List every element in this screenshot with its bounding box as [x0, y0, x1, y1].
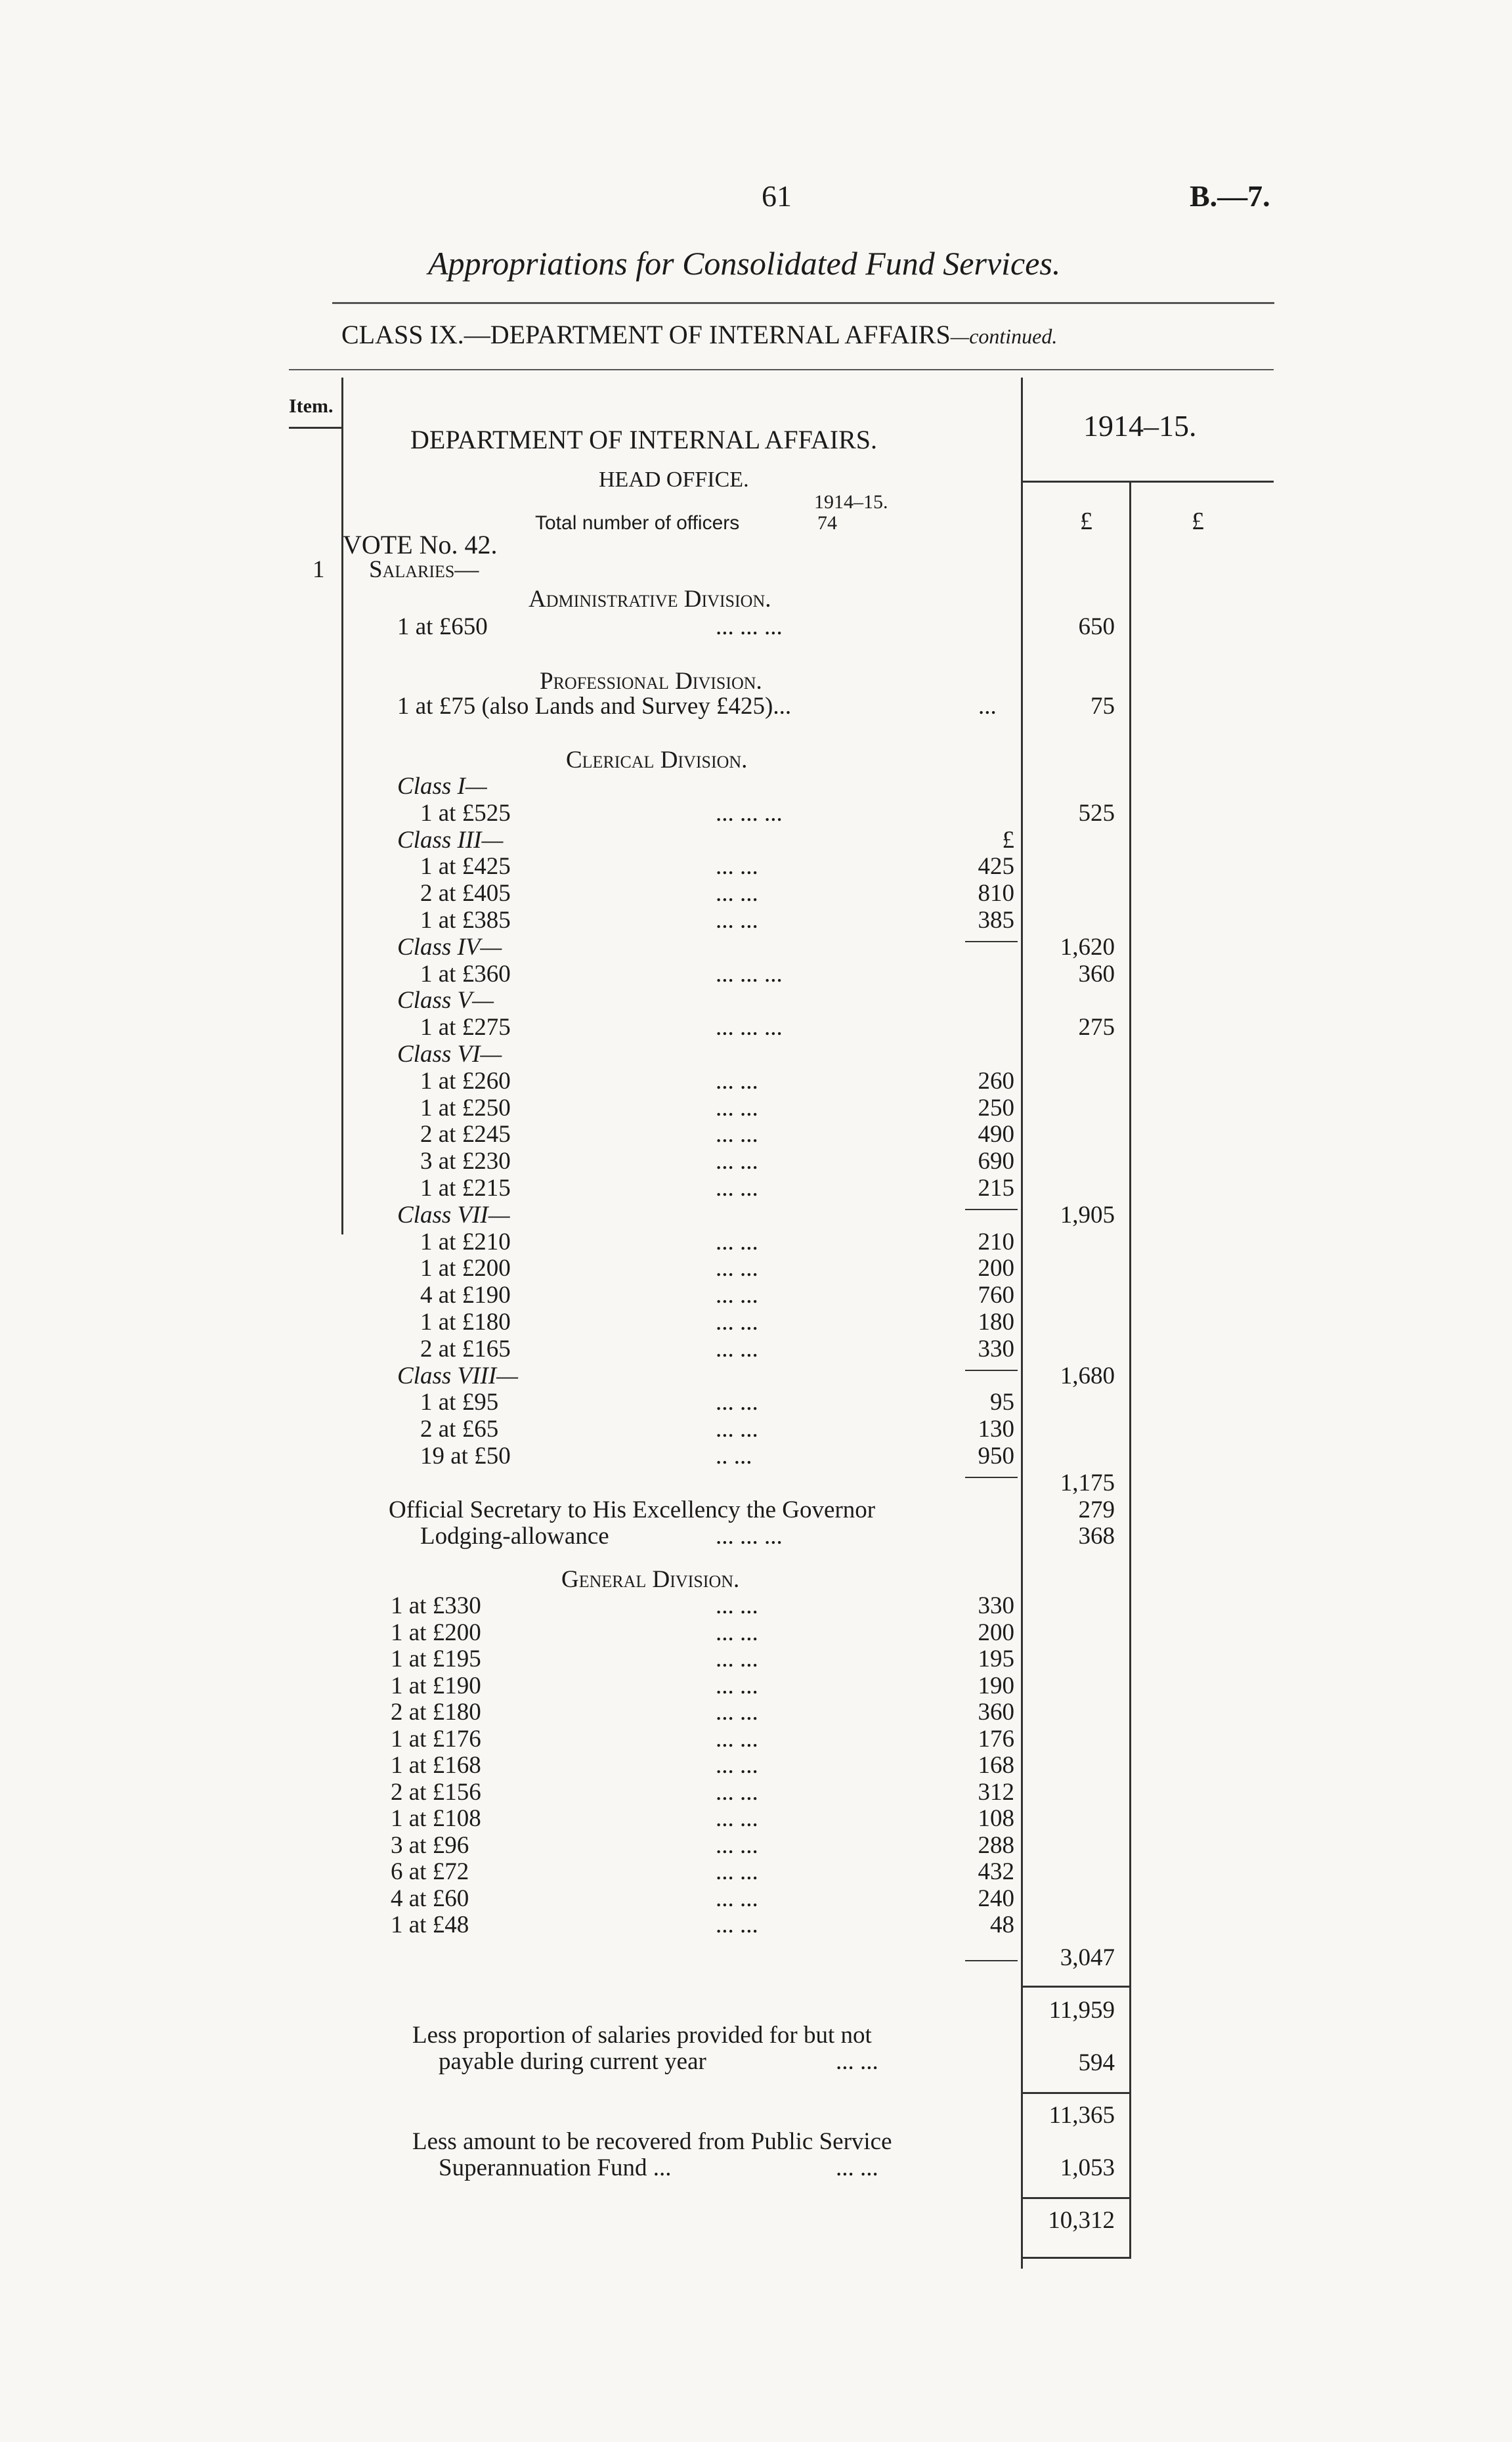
subtotal-amount: 810 — [978, 880, 1014, 907]
rate-line: 3 at £96 — [391, 1831, 469, 1859]
rate-line: 1 at £195 — [391, 1646, 481, 1672]
amount-column-right-border — [1129, 483, 1131, 2259]
rate-line: 1 at £385 — [420, 907, 511, 934]
leader-dots: ... ... ... — [716, 960, 783, 988]
class-heading: Class V— — [397, 987, 494, 1014]
rate-line: 1 at £168 — [391, 1752, 481, 1779]
vote-final-total: 10,312 — [1048, 2207, 1115, 2234]
less-superannuation-line-2: Superannuation Fund ... — [439, 2154, 672, 2181]
less-superannuation-line-1: Less amount to be recovered from Public Service — [412, 2128, 892, 2155]
leader-dots: .. ... — [716, 1443, 752, 1470]
rate-line: 1 at £525 — [420, 799, 511, 827]
rate-line: 19 at £50 — [420, 1443, 511, 1470]
rate-line: 1 at £330 — [391, 1592, 481, 1619]
clerical-division-heading: Clerical Division. — [566, 747, 748, 774]
item-column-divider — [341, 378, 343, 1234]
rate-line: 1 at £260 — [420, 1067, 511, 1095]
subtotal-amount: 190 — [978, 1672, 1014, 1699]
subtotal-amount: £ — [1002, 826, 1014, 854]
leader-dots: ... ... — [716, 1121, 758, 1148]
administrative-dots: ... ... ... — [716, 613, 783, 640]
rate-line: Official Secretary to His Excellency the Governor — [389, 1496, 876, 1523]
class-title — [341, 319, 1057, 350]
leader-dots: ... ... — [716, 1228, 758, 1255]
class-title-text: CLASS IX.—DEPARTMENT OF INTERNAL AFFAIRS — [341, 320, 951, 349]
leader-dots: ... ... ... — [716, 1014, 783, 1041]
item-number: 1 — [313, 556, 325, 583]
class-heading: Class VII— — [397, 1201, 510, 1229]
leader-dots: ... ... — [716, 1282, 758, 1309]
class-heading: Class IV— — [397, 933, 502, 961]
item-header-rule — [289, 427, 341, 429]
subtotal-amount: 288 — [978, 1831, 1014, 1859]
subtotal-amount: 108 — [978, 1805, 1014, 1832]
subtotal-amount: 690 — [978, 1148, 1014, 1175]
rate-line: 3 at £230 — [420, 1148, 511, 1175]
rate-line: 1 at £108 — [391, 1805, 481, 1832]
class-title-suffix: —continued. — [950, 324, 1058, 348]
salaries-label: Salaries— — [369, 556, 479, 583]
less-superannuation-amount: 1,053 — [1060, 2154, 1115, 2181]
rate-line: 2 at £156 — [391, 1778, 481, 1806]
less-proportion-amount: 594 — [1078, 2049, 1115, 2076]
sum-rule — [965, 941, 1018, 942]
professional-amount: 75 — [1091, 693, 1115, 720]
subtotal-amount: 760 — [978, 1282, 1014, 1309]
subtotal-amount: 240 — [978, 1885, 1014, 1912]
item-column-label: Item. — [289, 395, 334, 417]
class-rule — [289, 369, 1274, 370]
rate-line: 1 at £190 — [391, 1672, 481, 1699]
general-total-rule — [965, 1960, 1018, 1961]
administrative-division-heading: Administrative Division. — [529, 586, 771, 613]
leader-dots: ... ... — [716, 1778, 758, 1806]
rate-line: 1 at £180 — [420, 1309, 511, 1336]
leader-dots: ... ... — [716, 1148, 758, 1175]
subtotal-amount: 200 — [978, 1619, 1014, 1646]
subtotal-amount: 95 — [990, 1389, 1014, 1416]
rate-line: 1 at £360 — [420, 960, 511, 988]
officers-count: 74 — [817, 512, 837, 534]
general-division-total: 3,047 — [1060, 1944, 1115, 1971]
class-total-amount: 1,175 — [1060, 1469, 1115, 1496]
class-total-amount: 275 — [1078, 1014, 1115, 1041]
leader-dots: ... ... — [716, 1067, 758, 1095]
salaries-subtotal-2: 11,365 — [1048, 2102, 1115, 2129]
leader-dots: ... ... — [716, 1255, 758, 1282]
class-total-amount: 1,620 — [1060, 933, 1115, 961]
professional-division-heading: Professional Division. — [540, 668, 762, 695]
leader-dots: ... ... — [716, 1911, 758, 1938]
subtotal-amount: 425 — [978, 853, 1014, 881]
class-total-amount: 368 — [1078, 1523, 1115, 1550]
less-proportion-line-2: payable during current year — [439, 2048, 706, 2075]
class-heading: Class VIII— — [397, 1362, 518, 1389]
rate-line: 1 at £210 — [420, 1228, 511, 1255]
year-header: 1914–15. — [1083, 409, 1197, 443]
rate-line: 2 at £180 — [391, 1699, 481, 1726]
less-proportion-dots: ... ... — [836, 2048, 878, 2075]
pound-column-2-header: £ — [1192, 508, 1204, 535]
head-office-heading: HEAD OFFICE. — [599, 468, 749, 492]
summary-rule-2 — [1021, 2092, 1129, 2094]
leader-dots: ... ... — [716, 1592, 758, 1619]
subtotal-amount: 330 — [978, 1592, 1014, 1619]
rate-line: 4 at £60 — [391, 1885, 469, 1912]
class-total-amount: 1,905 — [1060, 1201, 1115, 1229]
class-total-amount: 279 — [1078, 1496, 1115, 1523]
subtotal-amount: 168 — [978, 1752, 1014, 1779]
subtotal-amount: 176 — [978, 1725, 1014, 1753]
rate-line: Lodging-allowance — [420, 1523, 609, 1550]
leader-dots: ... ... — [716, 1389, 758, 1416]
salaries-subtotal: 11,959 — [1048, 1997, 1115, 2024]
subtotal-amount: 950 — [978, 1443, 1014, 1470]
administrative-amount: 650 — [1078, 613, 1115, 640]
subtotal-amount: 195 — [978, 1646, 1014, 1672]
leader-dots: ... ... — [716, 1416, 758, 1443]
leader-dots: ... ... — [716, 1094, 758, 1122]
leader-dots: ... ... — [716, 1699, 758, 1726]
leader-dots: ... ... — [716, 1646, 758, 1672]
sum-rule — [965, 1370, 1018, 1371]
leader-dots: ... ... — [716, 1175, 758, 1202]
page-number: 61 — [762, 179, 792, 213]
subtotal-amount: 200 — [978, 1255, 1014, 1282]
less-superannuation-dots: ... ... — [836, 2154, 878, 2181]
subtotal-amount: 490 — [978, 1121, 1014, 1148]
rate-line: 1 at £200 — [420, 1255, 511, 1282]
class-total-amount: 360 — [1078, 960, 1115, 988]
class-total-amount: 1,680 — [1060, 1362, 1115, 1389]
officers-label: Total number of officers — [535, 512, 740, 534]
class-heading: Class VI— — [397, 1041, 502, 1068]
subtotal-amount: 250 — [978, 1094, 1014, 1122]
leader-dots: ... ... — [716, 1752, 758, 1779]
leader-dots: ... ... — [716, 1672, 758, 1699]
administrative-line: 1 at £650 — [397, 613, 488, 640]
leader-dots: ... ... — [716, 1335, 758, 1363]
header-rule — [332, 302, 1274, 304]
rate-line: 1 at £48 — [391, 1911, 469, 1938]
rate-line: 2 at £405 — [420, 880, 511, 907]
pound-column-1-header: £ — [1080, 508, 1092, 535]
subtotal-amount: 360 — [978, 1699, 1014, 1726]
page-heading: Appropriations for Consolidated Fund Services. — [428, 245, 1061, 282]
professional-dots: ... — [978, 693, 997, 720]
leader-dots: ... ... — [716, 853, 758, 881]
professional-line: 1 at £75 (also Lands and Survey £425)... — [397, 693, 792, 720]
leader-dots: ... ... — [716, 1309, 758, 1336]
general-division-heading: General Division. — [561, 1566, 740, 1593]
leader-dots: ... ... ... — [716, 1523, 783, 1550]
final-total-rule — [1021, 2257, 1129, 2259]
rate-line: 2 at £165 — [420, 1335, 511, 1363]
rate-line: 6 at £72 — [391, 1858, 469, 1885]
amount-column-left-border — [1021, 378, 1023, 2269]
subtotal-amount: 210 — [978, 1228, 1014, 1255]
year-header-rule — [1021, 481, 1274, 483]
leader-dots: ... ... — [716, 1831, 758, 1859]
subtotal-amount: 330 — [978, 1335, 1014, 1363]
subtotal-amount: 48 — [990, 1911, 1014, 1938]
sum-rule — [965, 1209, 1018, 1210]
subtotal-amount: 312 — [978, 1778, 1014, 1806]
leader-dots: ... ... — [716, 1885, 758, 1912]
leader-dots: ... ... — [716, 880, 758, 907]
subtotal-amount: 180 — [978, 1309, 1014, 1336]
summary-rule-1 — [1021, 1986, 1129, 1988]
subtotal-amount: 260 — [978, 1067, 1014, 1095]
subtotal-amount: 215 — [978, 1175, 1014, 1202]
class-total-amount: 525 — [1078, 799, 1115, 827]
rate-line: 1 at £200 — [391, 1619, 481, 1646]
rate-line: 1 at £250 — [420, 1094, 511, 1122]
class-heading: Class I— — [397, 773, 487, 800]
less-proportion-line-1: Less proportion of salaries provided for but not — [412, 2022, 872, 2049]
rate-line: 1 at £176 — [391, 1725, 481, 1753]
leader-dots: ... ... ... — [716, 799, 783, 827]
leader-dots: ... ... — [716, 1858, 758, 1885]
leader-dots: ... ... — [716, 907, 758, 934]
rate-line: 1 at £95 — [420, 1389, 499, 1416]
vote-number: VOTE No. 42. — [343, 530, 498, 559]
rate-line: 1 at £425 — [420, 853, 511, 881]
subtotal-amount: 130 — [978, 1416, 1014, 1443]
sum-rule — [965, 1477, 1018, 1478]
document-reference: B.—7. — [1190, 179, 1270, 213]
summary-rule-3 — [1021, 2197, 1129, 2199]
rate-line: 2 at £65 — [420, 1416, 499, 1443]
officers-year: 1914–15. — [814, 491, 888, 513]
rate-line: 1 at £275 — [420, 1014, 511, 1041]
rate-line: 1 at £215 — [420, 1175, 511, 1202]
class-heading: Class III— — [397, 826, 504, 854]
subtotal-amount: 432 — [978, 1858, 1014, 1885]
leader-dots: ... ... — [716, 1619, 758, 1646]
leader-dots: ... ... — [716, 1725, 758, 1753]
department-title: DEPARTMENT OF INTERNAL AFFAIRS. — [410, 425, 878, 454]
rate-line: 2 at £245 — [420, 1121, 511, 1148]
subtotal-amount: 385 — [978, 907, 1014, 934]
leader-dots: ... ... — [716, 1805, 758, 1832]
rate-line: 4 at £190 — [420, 1282, 511, 1309]
